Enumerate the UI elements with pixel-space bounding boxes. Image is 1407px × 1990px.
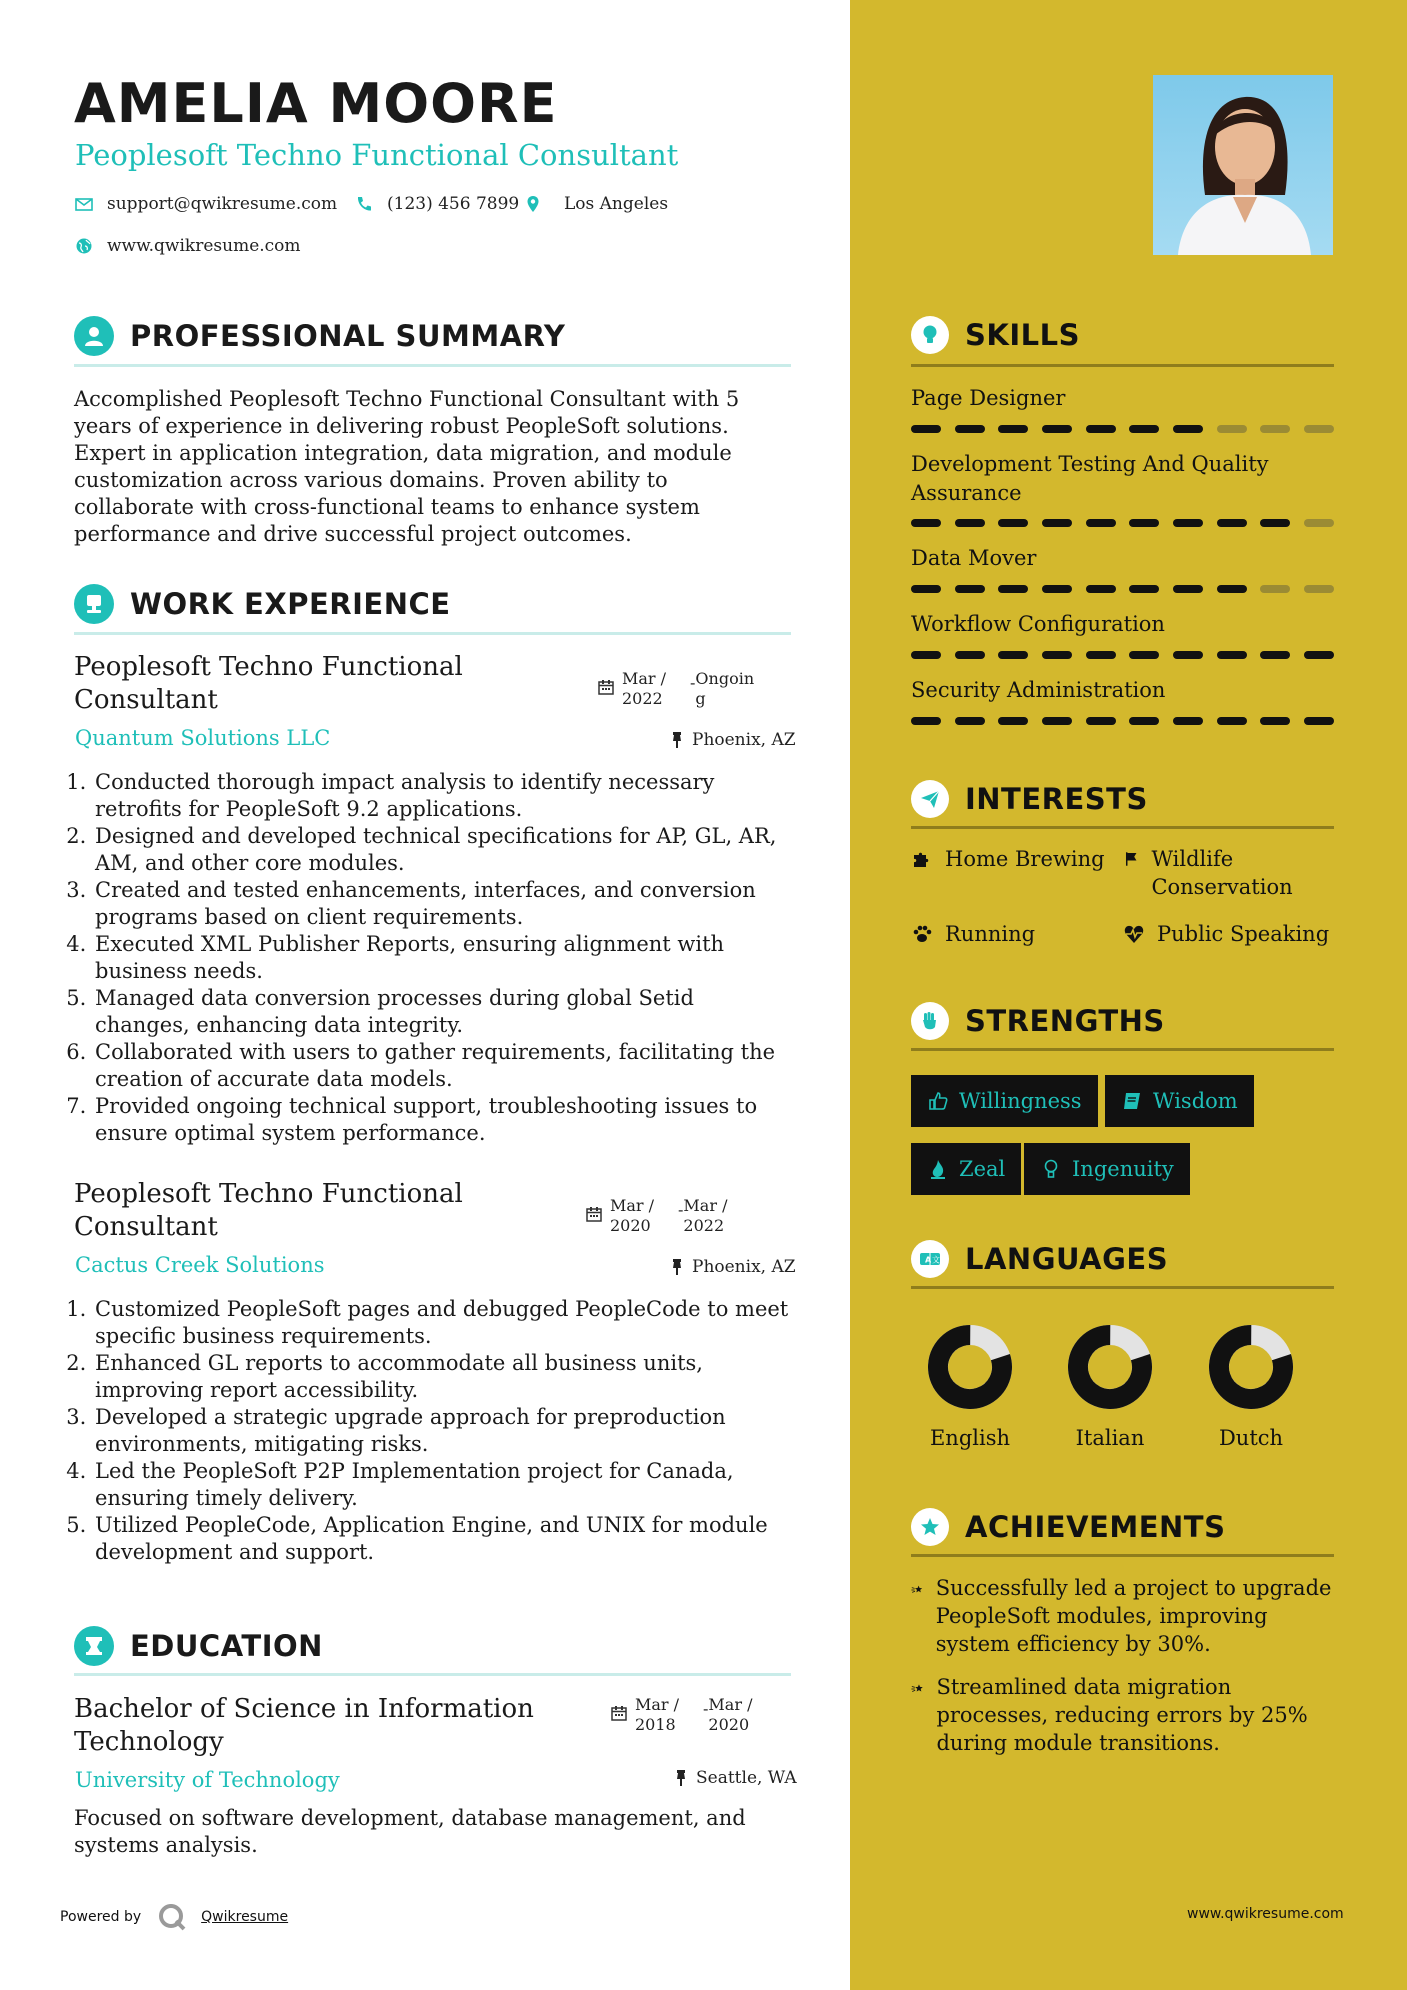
skill-name: Development Testing And Quality Assurance <box>911 452 1269 505</box>
job-company: Cactus Creek Solutions <box>75 1253 325 1277</box>
skill-segment-filled <box>1042 425 1072 433</box>
graduation-icon <box>74 1626 114 1666</box>
skill-segment-filled <box>1086 425 1116 433</box>
email-text: support@qwikresume.com <box>107 194 338 214</box>
skill-segment-empty <box>1304 585 1334 593</box>
job-dates <box>598 669 761 709</box>
job-company: Quantum Solutions LLC <box>75 726 331 750</box>
skill-segment-empty <box>1217 425 1247 433</box>
school-location-text: Seattle, WA <box>696 1768 797 1788</box>
skill-segment-filled <box>1129 651 1159 659</box>
interest-item <box>911 920 1111 948</box>
job-location <box>670 730 796 750</box>
paper-plane-icon <box>911 780 949 818</box>
date-separator: - <box>703 1699 709 1718</box>
strength-tag <box>911 1143 1021 1195</box>
strength-tag <box>911 1075 1098 1127</box>
education-title: EDUCATION <box>130 1629 323 1663</box>
date-separator: - <box>678 1200 684 1219</box>
job-title: Peoplesoft Techno Functional Consultant <box>74 1179 463 1242</box>
skill-segment-filled <box>1086 585 1116 593</box>
skill-segment-filled <box>1304 717 1334 725</box>
skill-segment-filled <box>955 425 985 433</box>
shooting-star-icon <box>911 1675 924 1703</box>
strength-label: Willingness <box>959 1089 1082 1113</box>
achievements-divider <box>911 1554 1334 1557</box>
brand-link[interactable]: Qwikresume <box>201 1909 289 1925</box>
summary-title: PROFESSIONAL SUMMARY <box>130 319 566 353</box>
job-end-date: Ongoin g <box>695 669 755 708</box>
interests-title: INTERESTS <box>965 782 1148 816</box>
job-bullets <box>74 1296 794 1566</box>
skill-bar <box>911 717 1334 725</box>
svg-text:文: 文 <box>932 1255 940 1265</box>
interest-label: Wildlife Conservation <box>1151 847 1293 899</box>
candidate-role: Peoplesoft Techno Functional Consultant <box>75 138 679 172</box>
paw-icon <box>911 923 933 945</box>
contact-email[interactable] <box>75 194 337 214</box>
skill-segment-filled <box>1173 717 1203 725</box>
book-icon <box>1121 1090 1143 1112</box>
list-item: 1. Conducted thorough impact analysis to identify necessary retrofits for PeopleSoft 9.2 applications. <box>93 769 794 823</box>
experience-title: WORK EXPERIENCE <box>130 587 451 621</box>
phone-text: (123) 456 7899 <box>387 194 520 214</box>
skill-segment-filled <box>955 519 985 527</box>
degree-title: Bachelor of Science in Information Technology <box>74 1694 534 1757</box>
skill-segment-filled <box>1173 585 1203 593</box>
skill-bar <box>911 585 1334 593</box>
interest-item <box>1123 845 1323 901</box>
job-end-date: Mar / 2022 <box>683 1196 728 1235</box>
calendar-icon <box>598 679 614 695</box>
education-end-date: Mar / 2020 <box>708 1695 753 1734</box>
interest-label: Running <box>945 922 1036 946</box>
language-label: English <box>929 1426 1011 1450</box>
list-item: 6. Collaborated with users to gather requirements, facilitating the creation of accurate data models. <box>93 1039 794 1093</box>
user-icon <box>74 316 114 356</box>
flame-icon <box>927 1158 949 1180</box>
skill-segment-filled <box>911 651 941 659</box>
strengths-title: STRENGTHS <box>965 1004 1165 1038</box>
language-donut <box>928 1325 1012 1409</box>
interest-label: Public Speaking <box>1157 922 1330 946</box>
powered-by-text: Powered by <box>60 1909 142 1925</box>
skill-segment-empty <box>1304 519 1334 527</box>
skill-segment-filled <box>1129 585 1159 593</box>
strength-label: Ingenuity <box>1072 1157 1174 1181</box>
list-item: 4. Led the PeopleSoft P2P Implementation project for Canada, ensuring timely delivery. <box>93 1458 794 1512</box>
skill-name: Data Mover <box>911 546 1037 570</box>
star-badge-icon <box>911 1508 949 1546</box>
location-text: Los Angeles <box>564 194 669 214</box>
skill-name: Workflow Configuration <box>911 612 1165 636</box>
job-location <box>670 1257 796 1277</box>
skill-segment-filled <box>955 717 985 725</box>
skill-segment-filled <box>998 717 1028 725</box>
contact-phone[interactable] <box>355 194 519 214</box>
job-bullets <box>74 769 794 1147</box>
envelope-icon <box>75 195 93 213</box>
strength-label: Wisdom <box>1153 1089 1238 1113</box>
strengths-divider <box>911 1048 1334 1051</box>
job-start-date: Mar / 2020 <box>610 1196 655 1235</box>
languages-title: LANGUAGES <box>965 1242 1169 1276</box>
pushpin-icon <box>670 1258 684 1276</box>
skill-bar <box>911 519 1334 527</box>
skill-segment-filled <box>1129 717 1159 725</box>
thumbs-up-icon <box>927 1090 949 1112</box>
list-item: 3. Created and tested enhancements, interfaces, and conversion programs based on client requirements. <box>93 877 794 931</box>
skill-segment-filled <box>1042 519 1072 527</box>
achievements-title: ACHIEVEMENTS <box>965 1510 1226 1544</box>
interest-label: Home Brewing <box>945 847 1105 871</box>
job-location-text: Phoenix, AZ <box>692 730 796 750</box>
skill-segment-filled <box>1260 651 1290 659</box>
shooting-star-icon <box>911 1576 924 1604</box>
skill-segment-filled <box>1173 651 1203 659</box>
footer-site[interactable]: www.qwikresume.com <box>1187 1906 1344 1922</box>
skills-title: SKILLS <box>965 318 1080 352</box>
skill-segment-filled <box>1217 585 1247 593</box>
skill-segment-filled <box>998 425 1028 433</box>
achievement-text: Successfully led a project to upgrade PeopleSoft modules, improving system efficiency by 30%. <box>935 1576 1332 1656</box>
pushpin-icon <box>674 1769 688 1787</box>
language-label: Italian <box>1075 1426 1145 1450</box>
strength-label: Zeal <box>959 1157 1006 1181</box>
summary-divider <box>74 364 791 367</box>
list-item: 4. Executed XML Publisher Reports, ensuring alignment with business needs. <box>93 931 794 985</box>
education-dates <box>611 1695 774 1735</box>
school-location <box>674 1768 797 1788</box>
languages-heading <box>911 1240 1168 1278</box>
skill-segment-filled <box>1173 425 1203 433</box>
skills-divider <box>911 364 1334 367</box>
language-icon <box>911 1240 949 1278</box>
skill-segment-filled <box>1260 717 1290 725</box>
lightbulb-icon <box>1040 1158 1062 1180</box>
skill-segment-filled <box>1086 717 1116 725</box>
skill-bar <box>911 425 1334 433</box>
contact-location <box>524 194 668 214</box>
candidate-name: AMELIA MOORE <box>74 72 558 135</box>
skill-segment-filled <box>1042 585 1072 593</box>
calendar-icon <box>611 1705 627 1721</box>
skill-segment-empty <box>1260 585 1290 593</box>
briefcase-icon <box>74 584 114 624</box>
flag-icon <box>1123 848 1139 870</box>
skill-segment-filled <box>911 585 941 593</box>
education-heading <box>74 1626 323 1666</box>
skill-segment-filled <box>998 651 1028 659</box>
interests-heading <box>911 780 1148 818</box>
skill-segment-filled <box>1304 651 1334 659</box>
skill-segment-filled <box>1217 519 1247 527</box>
experience-divider <box>74 632 791 635</box>
achievement-item <box>911 1673 1341 1757</box>
skill-segment-filled <box>1086 519 1116 527</box>
skill-segment-filled <box>998 585 1028 593</box>
list-item: 1. Customized PeopleSoft pages and debugged PeopleCode to meet specific business requirements. <box>93 1296 794 1350</box>
strengths-heading <box>911 1002 1165 1040</box>
skill-bar <box>911 651 1334 659</box>
strength-tag <box>1105 1075 1254 1127</box>
skill-segment-filled <box>1042 651 1072 659</box>
svg-text:A: A <box>925 1255 932 1265</box>
website-text: www.qwikresume.com <box>107 236 301 256</box>
list-item: 2. Designed and developed technical specifications for AP, GL, AR, AM, and other core modules. <box>93 823 794 877</box>
job-title: Peoplesoft Techno Functional Consultant <box>74 652 463 715</box>
skills-heading <box>911 316 1080 354</box>
skill-segment-filled <box>1217 717 1247 725</box>
phone-icon <box>355 195 373 213</box>
education-description: Focused on software development, database management, and systems analysis. <box>74 1806 746 1857</box>
heartbeat-icon <box>1123 923 1145 945</box>
pushpin-icon <box>670 731 684 749</box>
education-divider <box>74 1673 791 1676</box>
interests-divider <box>911 826 1334 829</box>
skill-segment-filled <box>911 425 941 433</box>
skill-segment-filled <box>955 585 985 593</box>
skill-segment-filled <box>998 519 1028 527</box>
contact-website[interactable] <box>75 236 301 256</box>
list-item: 2. Enhanced GL reports to accommodate all business units, improving report accessibility. <box>93 1350 794 1404</box>
list-item: 3. Developed a strategic upgrade approach for preproduction environments, mitigating risks. <box>93 1404 794 1458</box>
profile-photo <box>1153 75 1333 255</box>
skill-segment-filled <box>911 717 941 725</box>
skill-segment-filled <box>1129 425 1159 433</box>
list-item: 5. Utilized PeopleCode, Application Engine, and UNIX for module development and support. <box>93 1512 794 1566</box>
skill-segment-filled <box>1260 519 1290 527</box>
languages-divider <box>911 1286 1334 1289</box>
skill-segment-filled <box>1086 651 1116 659</box>
skill-segment-filled <box>1129 519 1159 527</box>
job-location-text: Phoenix, AZ <box>692 1257 796 1277</box>
skill-segment-empty <box>1304 425 1334 433</box>
list-item: 5. Managed data conversion processes during global Setid changes, enhancing data integrity. <box>93 985 794 1039</box>
puzzle-icon <box>911 848 933 870</box>
calendar-icon <box>586 1206 602 1222</box>
strength-tag <box>1024 1143 1190 1195</box>
skill-name: Security Administration <box>911 678 1166 702</box>
skill-segment-filled <box>1042 717 1072 725</box>
lightbulb-icon <box>911 316 949 354</box>
achievement-item <box>911 1574 1341 1658</box>
skill-segment-filled <box>1173 519 1203 527</box>
skill-name: Page Designer <box>911 386 1066 410</box>
skill-segment-empty <box>1260 425 1290 433</box>
interest-item <box>1123 920 1343 948</box>
list-item: 7. Provided ongoing technical support, troubleshooting issues to ensure optimal system performance. <box>93 1093 794 1147</box>
interest-item <box>911 845 1111 873</box>
qwikresume-logo-icon <box>157 1902 187 1932</box>
fist-icon <box>911 1002 949 1040</box>
skill-segment-filled <box>1217 651 1247 659</box>
powered-by <box>60 1902 288 1932</box>
globe-icon <box>75 237 93 255</box>
school-name: University of Technology <box>75 1768 340 1792</box>
language-label: Dutch <box>1218 1426 1284 1450</box>
job-dates <box>586 1196 749 1236</box>
summary-text: Accomplished Peoplesoft Techno Functional Consultant with 5 years of experience in delivering robust PeopleSoft solutions. Expert in application integration, data migration, and module customization across various domains. Proven ability to collaborate with cross-functional teams to enhance system performance and drive successful project outcomes. <box>74 387 740 546</box>
experience-heading <box>74 584 451 624</box>
date-separator: - <box>690 673 696 692</box>
achievements-heading <box>911 1508 1225 1546</box>
job-start-date: Mar / 2022 <box>622 669 667 708</box>
summary-heading <box>74 316 565 356</box>
language-donut <box>1209 1325 1293 1409</box>
map-pin-icon <box>524 195 542 213</box>
achievement-text: Streamlined data migration processes, reducing errors by 25% during module transitions. <box>936 1675 1308 1755</box>
skill-segment-filled <box>955 651 985 659</box>
education-start-date: Mar / 2018 <box>635 1695 680 1734</box>
language-donut <box>1068 1325 1152 1409</box>
skill-segment-filled <box>911 519 941 527</box>
